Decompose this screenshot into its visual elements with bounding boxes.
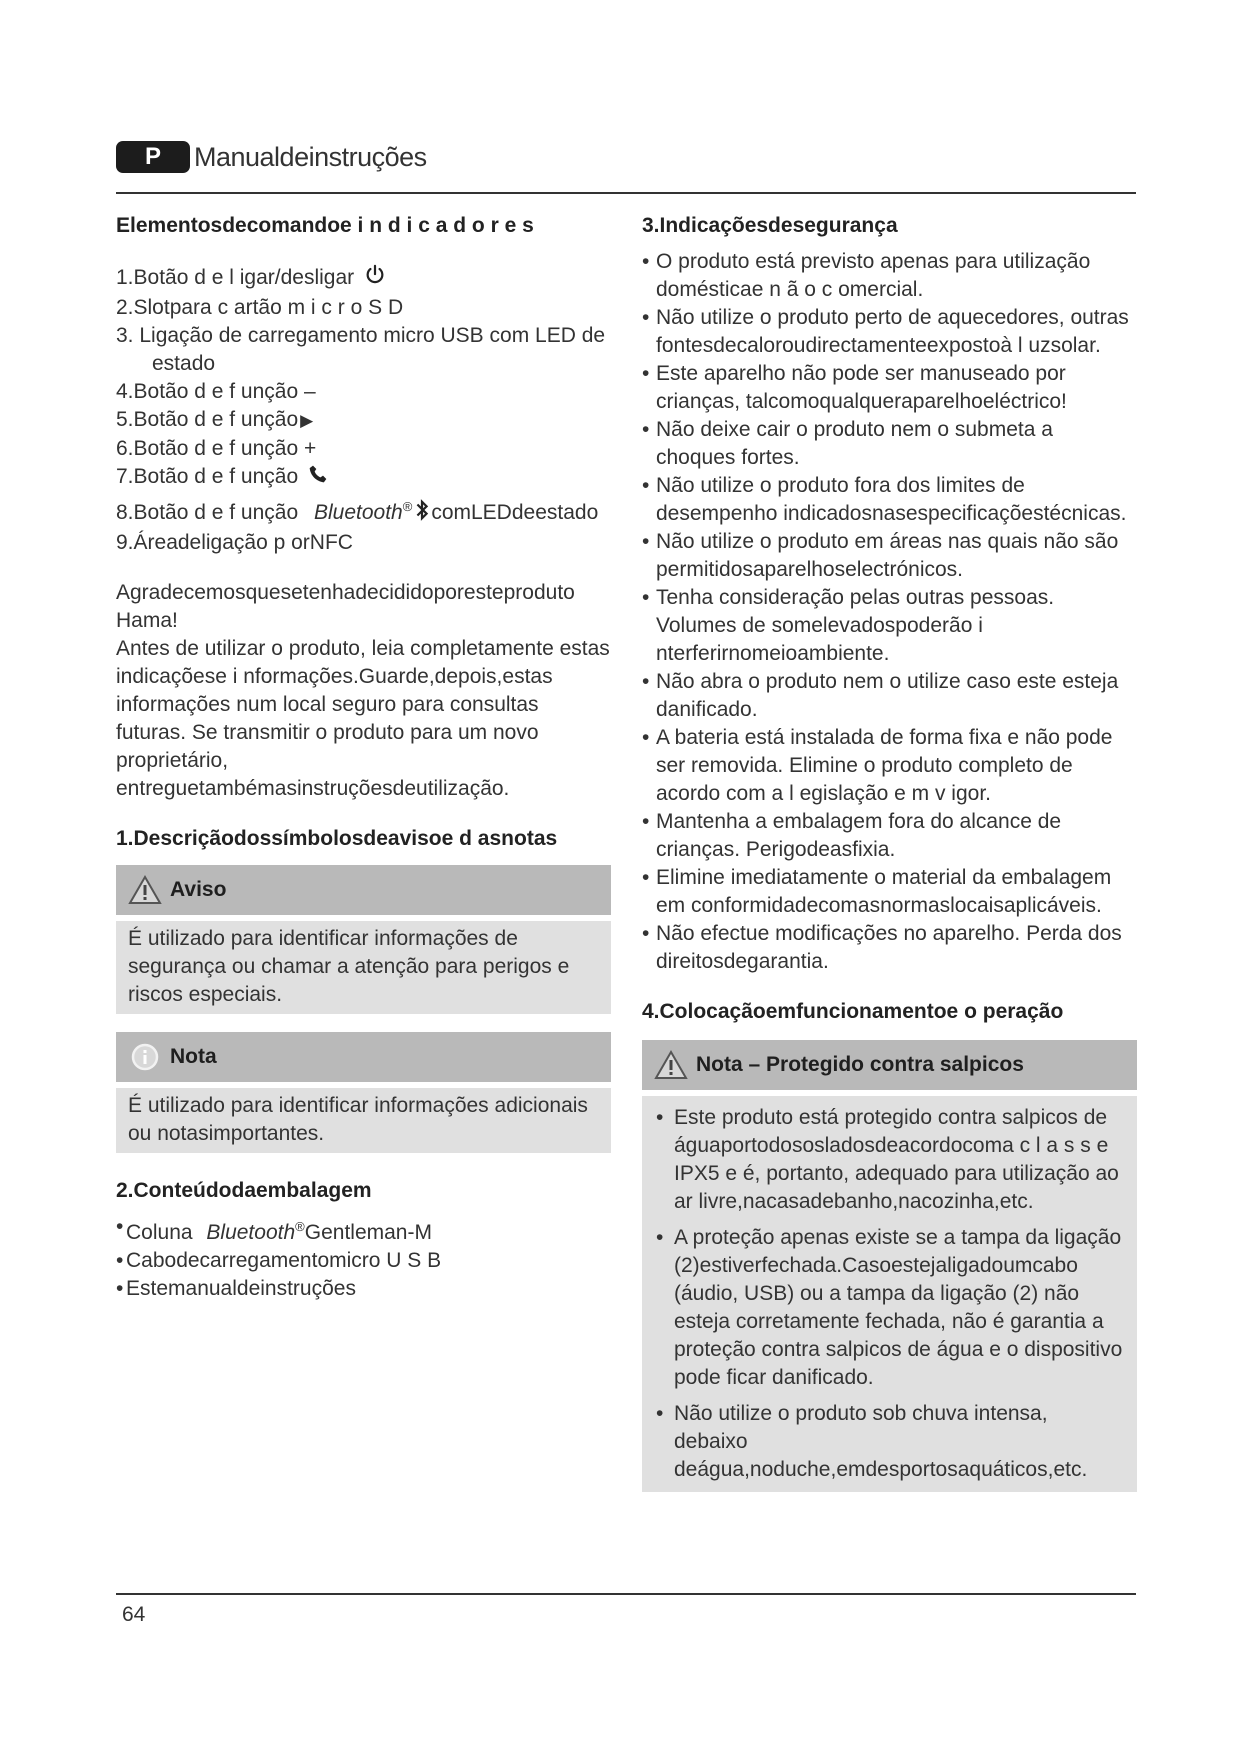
warning-title: Aviso	[170, 878, 227, 901]
note-callout-header	[116, 1032, 611, 1082]
list-item: • Não utilize o produto perto de aquecedores, outras fontesdecaloroudirectamenteexpostoà l uzsolar.	[642, 304, 1137, 360]
list-item: • Elimine imediatamente o material da embalagem em conformidadecomasnormaslocaisaplicáveis.	[642, 864, 1137, 920]
list-item: 3. Ligação de carregamento micro USB com LED de estado	[116, 324, 606, 375]
note-text: É utilizado para identificar informações adicionais ou notasimportantes.	[116, 1088, 611, 1153]
list-item: 5.Botão d e f unção ▶	[116, 408, 314, 431]
list-item: • Tenha consideração pelas outras pessoas. Volumes de somelevadospoderão i nterferirnomeioambiente.	[642, 584, 1137, 668]
right-column	[642, 212, 1137, 1492]
footer-rule	[116, 1593, 1136, 1595]
list-item: • Cabodecarregamentomicro U S B	[116, 1247, 611, 1275]
safety-heading: 3.Indicaçõesdesegurança	[642, 214, 898, 237]
list-item: • O produto está previsto apenas para utilização domésticae n ã o c omercial.	[642, 248, 1137, 304]
list-item: 4.Botão d e f unção –	[116, 380, 316, 403]
list-item: 9.Áreadeligação p orNFC	[116, 531, 353, 554]
document-title: Manualdeinstruções	[194, 141, 427, 172]
splash-note-title: Nota – Protegido contra salpicos	[696, 1053, 1024, 1076]
symbols-heading: 1.Descriçãodossímbolosdeavisoe d asnotas	[116, 827, 558, 850]
list-item: • Não utilize o produto em áreas nas quais não são permitidosaparelhoselectrónicos.	[642, 528, 1137, 584]
list-item: 2.Slotpara c artão m i c r o S D	[116, 296, 404, 319]
page-header	[116, 140, 427, 174]
list-item: • Estemanualdeinstruções	[116, 1275, 611, 1303]
list-item: • Mantenha a embalagem fora do alcance de crianças. Perigodeasfixia.	[642, 808, 1137, 864]
page-number: 64	[122, 1603, 146, 1626]
warning-callout	[116, 865, 611, 1014]
list-item: • Não abra o produto nem o utilize caso este esteja danificado.	[642, 668, 1137, 724]
play-icon: ▶	[300, 411, 314, 430]
header-rule	[116, 192, 1136, 194]
list-item: 8.Botão d e f unção Bluetooth® comLEDdeestado	[116, 499, 599, 524]
list-item: • Este aparelho não pode ser manuseado por crianças, talcomoqualqueraparelhoeléctrico!	[642, 360, 1137, 416]
warning-icon	[128, 875, 162, 905]
list-item: 1.Botão d e l igar/desligar	[116, 264, 611, 294]
bluetooth-icon	[415, 503, 429, 526]
operation-heading: 4.Colocaçãoemfuncionamentoe o peração	[642, 1000, 1064, 1023]
list-item: • A proteção apenas existe se a tampa da ligação (2)estiverfechada.Casoestejaligadoumcabo (áudio, USB) ou a tampa da ligação (2) não esteja corretamente fechada, não é garantia a proteção contra salpicos de água e o dispositivo pode ficar danificado.	[656, 1224, 1123, 1392]
note-callout	[116, 1032, 611, 1153]
list-item: • Não utilize o produto fora dos limites de desempenho indicadosnasespecificaçõestécnicas.	[642, 472, 1137, 528]
info-icon	[128, 1042, 162, 1072]
power-icon	[364, 264, 386, 294]
list-item: • Não utilize o produto sob chuva intensa, debaixo deágua,noduche,emdesportosaquáticos,etc.	[656, 1400, 1123, 1484]
phone-icon	[308, 463, 328, 493]
intro-thanks: Agradecemosquesetenhadecididoporesteproduto Hama!	[116, 581, 575, 632]
list-item: • Não deixe cair o produto nem o submeta a choques fortes.	[642, 416, 1137, 472]
list-item: 7.Botão d e f unção	[116, 463, 611, 493]
warning-text: É utilizado para identificar informações de segurança ou chamar a atenção para perigos e riscos especiais.	[116, 921, 611, 1014]
warning-icon	[654, 1050, 688, 1080]
intro-body: Antes de utilizar o produto, leia completamente estas indicaçõese i nformações.Guarde,depois,estas informações num local seguro para consultas futuras. Se transmitir o produto para um novo proprietário, entreguetambémasinstruçõesdeutilização.	[116, 637, 610, 800]
list-item: • A bateria está instalada de forma fixa e não pode ser removida. Elimine o produto completo de acordo com a l egislação e m v igor.	[642, 724, 1137, 808]
package-heading: 2.Conteúdodaembalagem	[116, 1179, 372, 1202]
splash-note-callout	[642, 1040, 1137, 1492]
note-title: Nota	[170, 1045, 217, 1068]
list-item: • Este produto está protegido contra salpicos de águaportodososladosdeacordocoma c l a s s e IPX5 e é, portanto, adequado para utilização ao ar livre,nacasadebanho,nacozinha,etc.	[656, 1104, 1123, 1216]
warning-callout-header	[116, 865, 611, 915]
splash-note-body	[642, 1096, 1137, 1492]
list-item: • Não efectue modificações no aparelho. Perda dos direitosdegarantia.	[642, 920, 1137, 976]
splash-note-header	[642, 1040, 1137, 1090]
controls-heading: Elementosdecomandoe i n d i c a d o r e s	[116, 214, 534, 237]
list-item: 6.Botão d e f unção +	[116, 437, 317, 460]
left-column	[116, 212, 611, 1303]
operation-list	[656, 1104, 1123, 1484]
safety-list	[642, 248, 1137, 976]
package-list	[116, 1213, 611, 1303]
controls-list	[116, 264, 611, 557]
language-badge: P	[116, 141, 190, 173]
list-item: • Coluna Bluetooth®Gentleman-M	[116, 1213, 611, 1247]
